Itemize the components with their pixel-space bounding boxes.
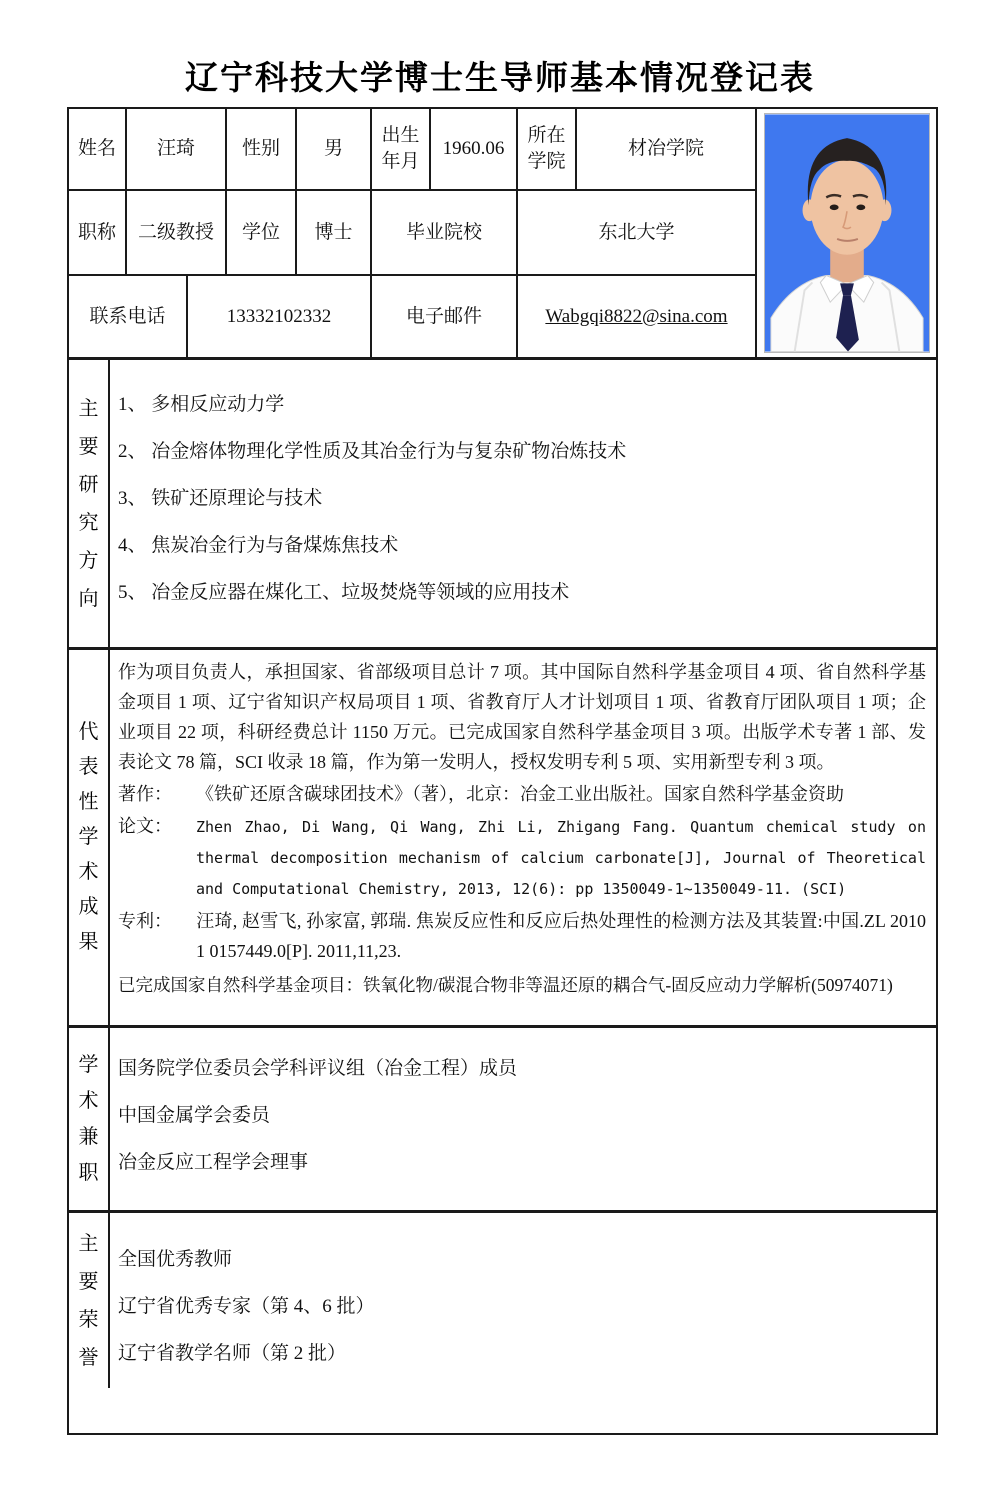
section-achievements: [69, 650, 936, 1028]
header-row-2: [69, 191, 755, 276]
research-item: 2、 冶金熔体物理化学性质及其冶金行为与复杂矿物冶炼技术: [118, 441, 627, 462]
name-label-cell: 姓名: [69, 109, 127, 189]
header-row-1: [69, 109, 755, 191]
section-achievements-label-cell: [69, 650, 110, 1025]
header-fields: [69, 109, 757, 357]
section-research-label: 主要研究方向: [78, 397, 99, 610]
gender-value-cell: 男: [297, 109, 372, 189]
degree-value-cell: 博士: [297, 191, 372, 274]
title-value-cell: 二级教授: [127, 191, 227, 274]
section-honors-label-cell: [69, 1213, 110, 1388]
degree-label-cell: 学位: [227, 191, 297, 274]
section-honors-body: [110, 1213, 936, 1388]
section-positions-label: 学术兼职: [78, 1054, 99, 1184]
eye-left: [829, 205, 838, 211]
phone-value-cell: 13332102332: [188, 276, 372, 357]
school-label-cell: 毕业院校: [372, 191, 518, 274]
title-label-cell: 职称: [69, 191, 127, 274]
section-research-body: [110, 360, 936, 647]
birth-label-cell: 出生年月: [372, 109, 431, 189]
position-item: 中国金属学会委员: [118, 1105, 271, 1126]
section-research: [69, 360, 936, 650]
email-link[interactable]: Wabgqi8822@sina.com: [545, 305, 728, 327]
section-achievements-label: 代表性学术成果: [78, 721, 99, 953]
position-item: 冶金反应工程学会理事: [118, 1152, 309, 1173]
honor-item: 全国优秀教师: [118, 1249, 233, 1270]
header-row-3: [69, 276, 755, 357]
paper-label: 论文：: [118, 816, 172, 836]
phone-label-cell: 联系电话: [69, 276, 188, 357]
achievements-patent-entry: [118, 906, 926, 966]
patent-text: 汪琦, 赵雪飞, 孙家富, 郭瑞. 焦炭反应性和反应后热处理性的检测方法及其装置:中国.ZL 2010 1 0157449.0[P]. 2011,11,23.: [196, 911, 926, 961]
honor-item: 辽宁省教学名师（第 2 批）: [118, 1343, 347, 1364]
patent-label: 专利：: [118, 911, 172, 931]
birth-value-cell: 1960.06: [431, 109, 518, 189]
achievements-intro: 作为项目负责人，承担国家、省部级项目总计 7 项。其中国际自然科学基金项目 4 项、省自然科学基金项目 1 项、辽宁省知识产权局项目 1 项、省教育厅人才计划项目 1 项、省教育厅团队项目 1 项；企业项目 22 项，科研经费总计 1150 万元。已完成国家自然科学基金项目 3 项。出版学术专著 1 部、发表论文 78 篇，SCI 收录 18 篇，作为第一发明人，授权发明专利 5 项、实用新型专利 3 项。: [118, 662, 926, 772]
section-positions: [69, 1028, 936, 1213]
honor-item: 辽宁省优秀专家（第 4、6 批）: [118, 1296, 375, 1317]
achievements-completed-project: 已完成国家自然科学基金项目：铁氧化物/碳混合物非等温还原的耦合气-固反应动力学解析(50974071): [118, 975, 893, 995]
college-value-cell: 材冶学院: [627, 138, 704, 159]
eye-right: [856, 205, 865, 211]
research-item: 5、 冶金反应器在煤化工、垃圾焚烧等领域的应用技术: [118, 582, 570, 603]
research-item: 4、 焦炭冶金行为与备煤炼焦技术: [118, 535, 399, 556]
book-text: 《铁矿还原含碳球团技术》（著），北京：冶金工业出版社。国家自然科学基金资助: [196, 784, 844, 804]
registration-table: [67, 107, 938, 1435]
section-honors: [69, 1213, 936, 1388]
achievements-book-entry: [118, 779, 926, 809]
position-item: 国务院学位委员会学科评议组（冶金工程）成员: [118, 1058, 518, 1079]
photo-cell: [757, 109, 936, 357]
page-title: 辽宁科技大学博士生导师基本情况登记表: [185, 59, 815, 96]
section-honors-label: 主要荣誉: [78, 1232, 99, 1369]
section-positions-label-cell: [69, 1028, 110, 1210]
book-label: 著作：: [118, 784, 172, 804]
name-value-cell: 汪琦: [127, 109, 227, 189]
paper-text: Zhen Zhao, Di Wang, Qi Wang, Zhi Li, Zhigang Fang. Quantum chemical study on thermal decomposition mechanism of calcium carbonate[J], Journal of Theoretical and Computational Chemistry, 2013, 12(6): pp 1350049-1~1350049-11. (SCI): [196, 818, 926, 898]
section-achievements-body: [110, 650, 936, 1025]
header-block: [69, 109, 936, 360]
research-item: 1、 多相反应动力学: [118, 394, 285, 415]
section-research-label-cell: [69, 360, 110, 647]
email-value-cell: [518, 276, 755, 357]
research-item: 3、 铁矿还原理论与技术: [118, 488, 323, 509]
college-label-cell: 所在学院: [518, 109, 577, 189]
gender-label-cell: 性别: [227, 109, 297, 189]
achievements-paper-entry: [118, 811, 926, 904]
school-value-cell: 东北大学: [598, 221, 675, 243]
email-label-cell: 电子邮件: [372, 276, 518, 357]
id-photo: [764, 113, 930, 353]
section-positions-body: [110, 1028, 936, 1210]
